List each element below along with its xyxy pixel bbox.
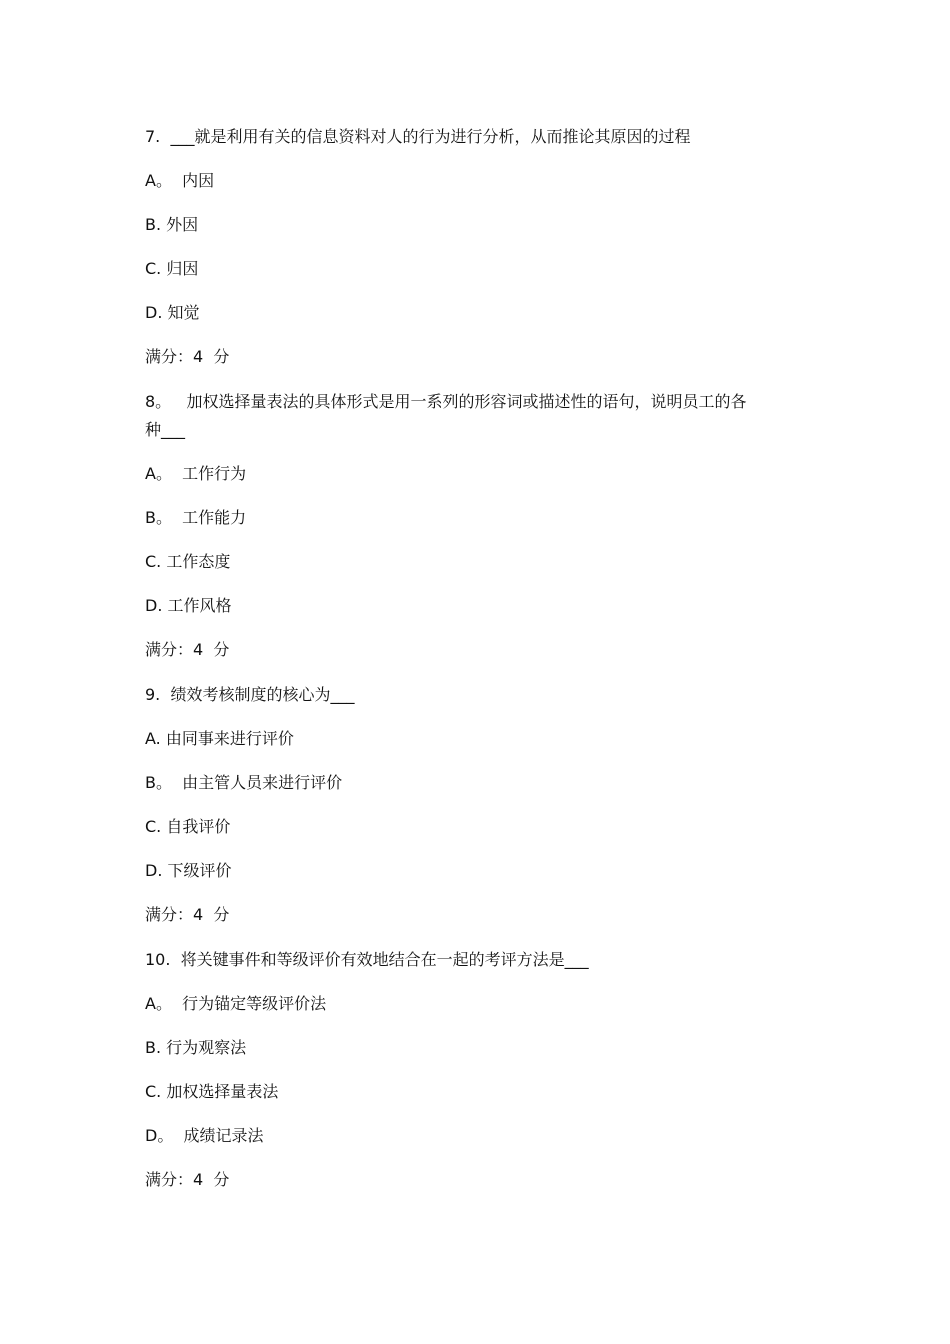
question-10-option-b: B. 行为观察法 xyxy=(145,1038,247,1057)
question-9-stem: 9. 绩效考核制度的核心为___ xyxy=(145,685,355,704)
question-10-score: 满分：4 分 xyxy=(145,1170,230,1189)
question-10-option-d: D。 成绩记录法 xyxy=(145,1126,264,1145)
question-8-score: 满分：4 分 xyxy=(145,640,230,659)
question-8-option-c: C. 工作态度 xyxy=(145,552,231,571)
question-7-option-b: B. 外因 xyxy=(145,215,199,234)
question-8-stem-continued: 种___ xyxy=(145,420,186,439)
question-9-score: 满分：4 分 xyxy=(145,905,230,924)
question-8-option-d: D. 工作风格 xyxy=(145,596,232,615)
question-10-option-c: C. 加权选择量表法 xyxy=(145,1082,279,1101)
question-9-option-d: D. 下级评价 xyxy=(145,861,232,880)
question-7-score: 满分：4 分 xyxy=(145,347,230,366)
question-9-option-b: B。 由主管人员来进行评价 xyxy=(145,773,343,792)
question-9-option-c: C. 自我评价 xyxy=(145,817,231,836)
question-7-option-a: A。 内因 xyxy=(145,171,215,190)
question-7-option-c: C. 归因 xyxy=(145,259,199,278)
question-8-option-b: B。 工作能力 xyxy=(145,508,247,527)
question-8-stem: 8。 加权选择量表法的具体形式是用一系列的形容词或描述性的语句，说明员工的各 xyxy=(145,392,747,411)
question-7-option-d: D. 知觉 xyxy=(145,303,200,322)
question-9-option-a: A. 由同事来进行评价 xyxy=(145,729,294,748)
question-10-option-a: A。 行为锚定等级评价法 xyxy=(145,994,327,1013)
question-8-option-a: A。 工作行为 xyxy=(145,464,247,483)
question-10-stem: 10. 将关键事件和等级评价有效地结合在一起的考评方法是___ xyxy=(145,950,589,969)
question-7-stem: 7. ___就是利用有关的信息资料对人的行为进行分析，从而推论其原因的过程 xyxy=(145,127,691,146)
